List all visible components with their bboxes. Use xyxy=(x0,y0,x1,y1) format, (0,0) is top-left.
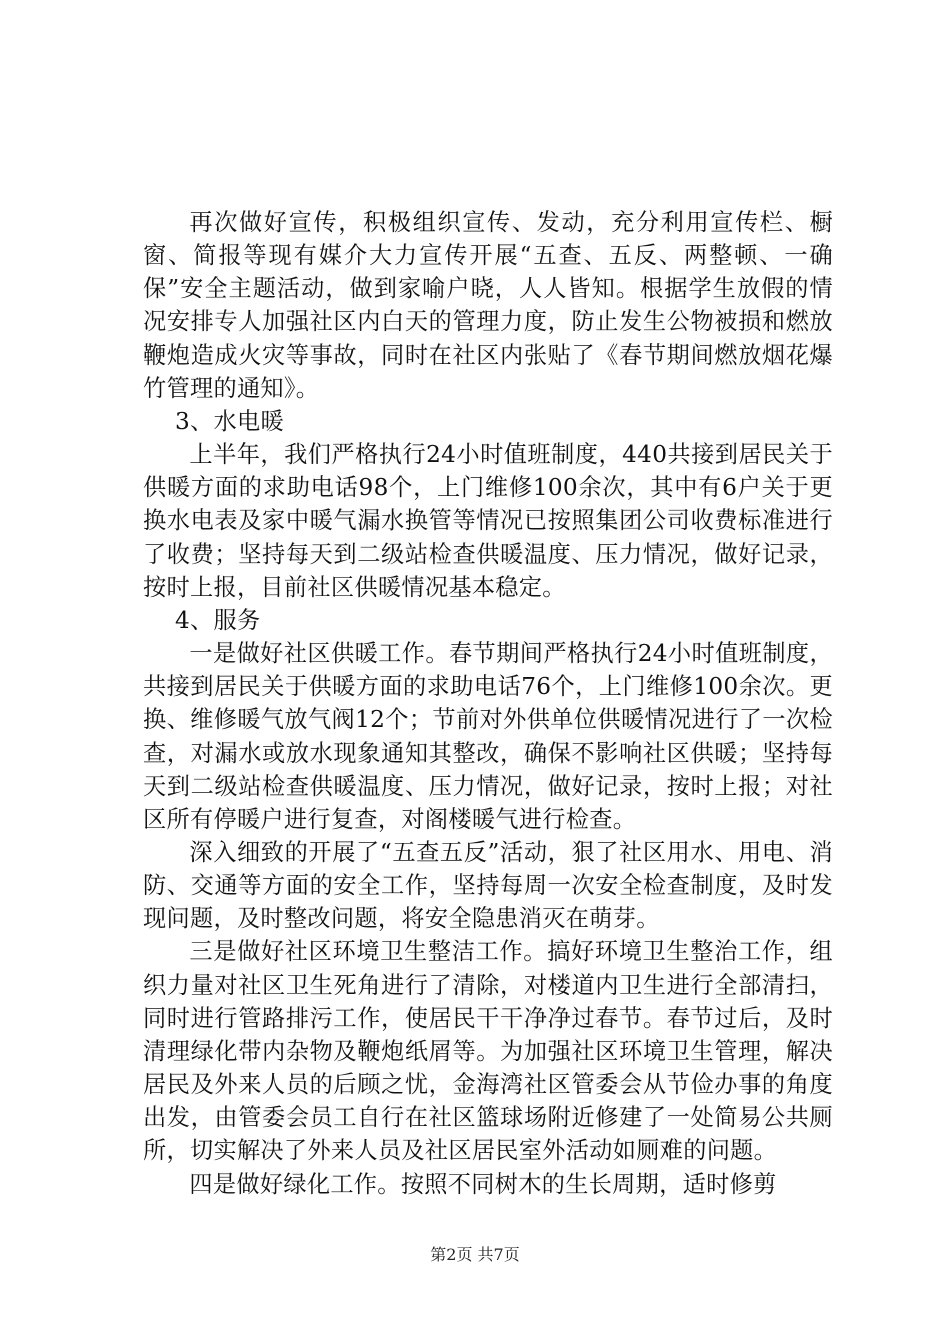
paragraph-heating: 一是做好社区供暖工作。春节期间严格执行24小时值班制度，共接到居民关于供暖方面的求助电话76个，上门维修100余次。更换、维修暖气放气阀12个；节前对外供单位供暖情况进行了一次检查，对漏水或放水现象通知其整改，确保不影响社区供暖；坚持每天到二级站检查供暖温度、压力情况，做好记录，按时上报；对社区所有停暖户进行复查，对阁楼暖气进行检查。 xyxy=(143,640,833,833)
paragraph-publicity: 再次做好宣传，积极组织宣传、发动，充分利用宣传栏、橱窗、简报等现有媒介大力宣传开展“五查、五反、两整顿、一确保”安全主题活动，做到家喻户晓，人人皆知。根据学生放假的情况安排专人加强社区内白天的管理力度，防止发生公物被损和燃放鞭炮造成火灾等事故，同时在社区内张贴了《春节期间燃放烟花爆竹管理的通知》。 xyxy=(143,209,833,402)
paragraph-greening: 四是做好绿化工作。按照不同树木的生长周期，适时修剪 xyxy=(189,1170,777,1198)
document-body xyxy=(143,206,833,1201)
paragraph-utilities: 上半年，我们严格执行24小时值班制度，440共接到居民关于供暖方面的求助电话98个，上门维修100余次，其中有6户关于更换水电表及家中暖气漏水换管等情况已按照集团公司收费标准进行了收费；坚持每天到二级站检查供暖温度、压力情况，做好记录，按时上报，目前社区供暖情况基本稳定。 xyxy=(143,441,833,601)
heading-service: 4、服务 xyxy=(175,606,261,634)
paragraph-sanitation: 三是做好社区环境卫生整洁工作。搞好环境卫生整治工作，组织力量对社区卫生死角进行了清除，对楼道内卫生进行全部清扫，同时进行管路排污工作，使居民干干净净过春节。春节过后，及时清理绿化带内杂物及鞭炮纸屑等。为加强社区环境卫生管理，解决居民及外来人员的后顾之忧，金海湾社区管委会从节俭办事的角度出发，由管委会员工自行在社区篮球场附近修建了一处简易公共厕所，切实解决了外来人员及社区居民室外活动如厕难的问题。 xyxy=(143,938,833,1165)
heading-utilities: 3、水电暖 xyxy=(175,407,285,435)
page-number-footer: 第2页 共7页 xyxy=(430,1245,520,1264)
paragraph-safety: 深入细致的开展了“五查五反”活动，狠了社区用水、用电、消防、交通等方面的安全工作，坚持每周一次安全检查制度，及时发现问题，及时整改问题，将安全隐患消灭在萌芽。 xyxy=(143,838,833,933)
